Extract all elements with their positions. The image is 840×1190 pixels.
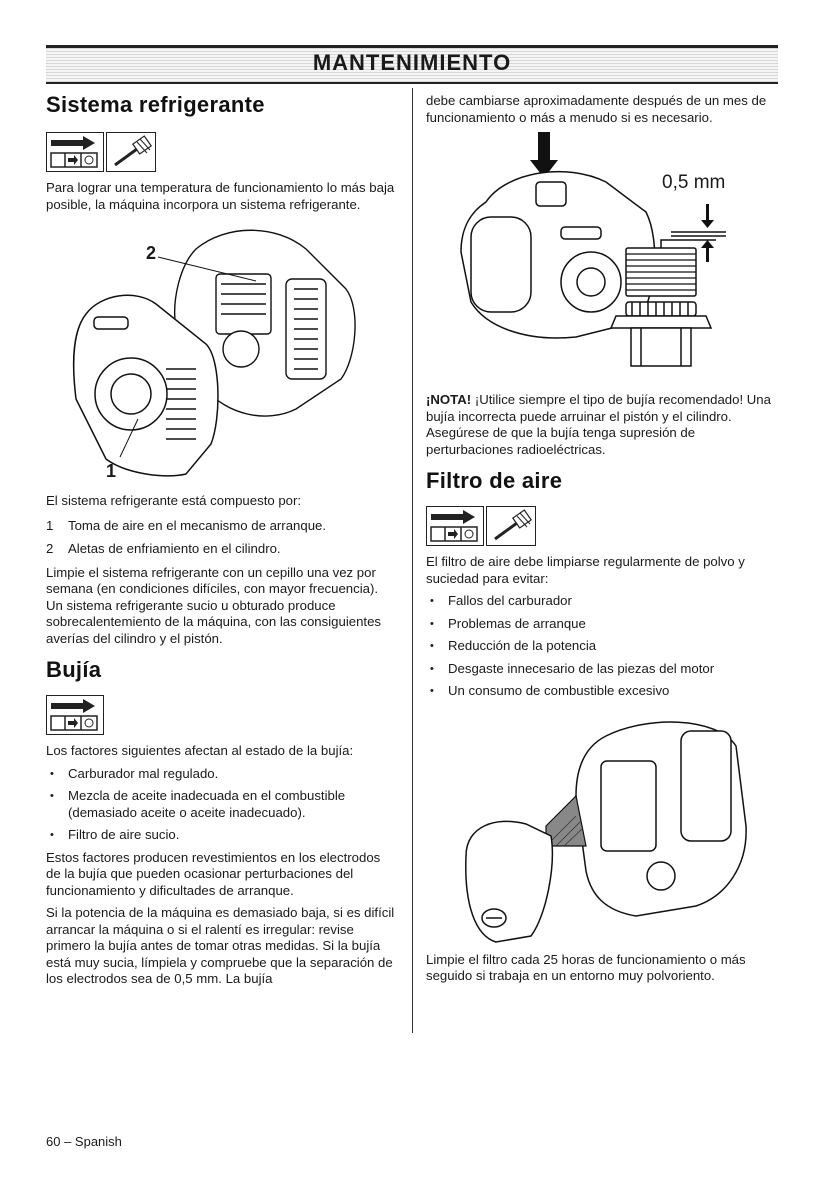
list-item: • Mezcla de aceite inadecuada en el combustible (demasiado aceite o aceite inadecuado). <box>46 788 398 821</box>
spark-plug-continuation: debe cambiarse aproximadamente después de un mes de funcionamiento o más a menudo si es necesario. <box>426 93 767 125</box>
list-item: 2 Aletas de enfriamiento en el cilindro. <box>46 541 281 556</box>
air-filter-list <box>426 593 780 700</box>
cooling-system-figure <box>46 219 398 489</box>
figure-label-1: 1 <box>106 461 117 481</box>
list-item: • Desgaste innecesario de las piezas del motor <box>426 661 780 678</box>
cooling-heading: Sistema refrigerante <box>46 92 265 117</box>
list-item: • Reducción de la potencia <box>426 638 780 655</box>
right-column <box>426 88 780 985</box>
air-filter-heading: Filtro de aire <box>426 468 563 493</box>
list-item: • Fallos del carburador <box>426 593 780 610</box>
note-label: ¡NOTA! <box>426 392 472 407</box>
air-filter-icon-group <box>426 506 780 546</box>
cooling-parts-list <box>46 518 398 558</box>
list-item: • Problemas de arranque <box>426 616 780 633</box>
page-footer: 60 – Spanish <box>46 1134 122 1149</box>
brush-icon <box>486 506 536 546</box>
list-item: • Filtro de aire sucio. <box>46 827 398 844</box>
cooling-intro: Para lograr una temperatura de funcionamiento lo más baja posible, la máquina incorpora un sistema refrigerante. <box>46 180 395 212</box>
brush-icon <box>106 132 156 172</box>
schedule-icon <box>426 506 484 546</box>
spark-plug-para-2: Si la potencia de la máquina es demasiado baja, si es difícil arrancar la máquina o si el ralentí es irregular: revise primero la bujía antes de tomar otras medidas. Si la bujía está muy sucia, límpiela y compruebe que la separación de los electrodos sea de 0,5 mm. La bujía <box>46 905 395 986</box>
schedule-icon <box>46 132 104 172</box>
list-item: • Carburador mal regulado. <box>46 766 398 783</box>
gap-label: 0,5 mm <box>662 172 726 193</box>
air-filter-closing: Limpie el filtro cada 25 horas de funcionamiento o más seguido si trabaja en un entorno muy polvoriento. <box>426 951 746 983</box>
page-title: MANTENIMIENTO <box>312 50 512 75</box>
cooling-composed-of: El sistema refrigerante está compuesto por: <box>46 493 302 508</box>
header-bottom-rule <box>46 82 778 84</box>
air-filter-intro: El filtro de aire debe limpiarse regularmente de polvo y suciedad para evitar: <box>426 554 745 586</box>
maintenance-icon-group <box>46 132 398 172</box>
spark-plug-figure <box>426 132 780 382</box>
air-filter-illustration <box>426 706 780 946</box>
engine-illustration <box>46 219 398 489</box>
cooling-cleaning-text: Limpie el sistema refrigerante con un cepillo una vez por semana (en condiciones difíciles, con mayor frecuencia). Un sistema refrigerante sucio u obturado produce sobrecalentemiento de la máquina, con las consiguientes averías del cilindro y el pistón. <box>46 564 382 646</box>
note-text: ¡Utilice siempre el tipo de bujía recomendado! Una bujía incorrecta puede arruinar el pistón y el cilindro. Asegúrese de que la bujía tenga supresión de perturbaciones radioeléctricas. <box>426 392 771 457</box>
column-divider <box>412 88 413 1033</box>
left-column <box>46 88 398 988</box>
note-paragraph <box>426 392 780 458</box>
spark-plug-illustration <box>426 132 780 382</box>
schedule-icon <box>46 695 104 735</box>
figure-label-2: 2 <box>146 243 157 263</box>
list-item: 1 Toma de aire en el mecanismo de arranque. <box>46 517 327 533</box>
list-item: • Un consumo de combustible excesivo <box>426 683 780 700</box>
air-filter-figure <box>426 706 780 946</box>
spark-plug-factor-list <box>46 766 398 844</box>
spark-plug-factors: Los factores siguientes afectan al estado de la bujía: <box>46 743 354 758</box>
spark-plug-heading: Bujía <box>46 657 102 682</box>
spark-plug-para-1: Estos factores producen revestimientos en los electrodos de la bujía que pueden ocasionar perturbaciones del funcionamiento y dificultades de arranque. <box>46 849 381 898</box>
spark-plug-icon-group <box>46 695 398 735</box>
